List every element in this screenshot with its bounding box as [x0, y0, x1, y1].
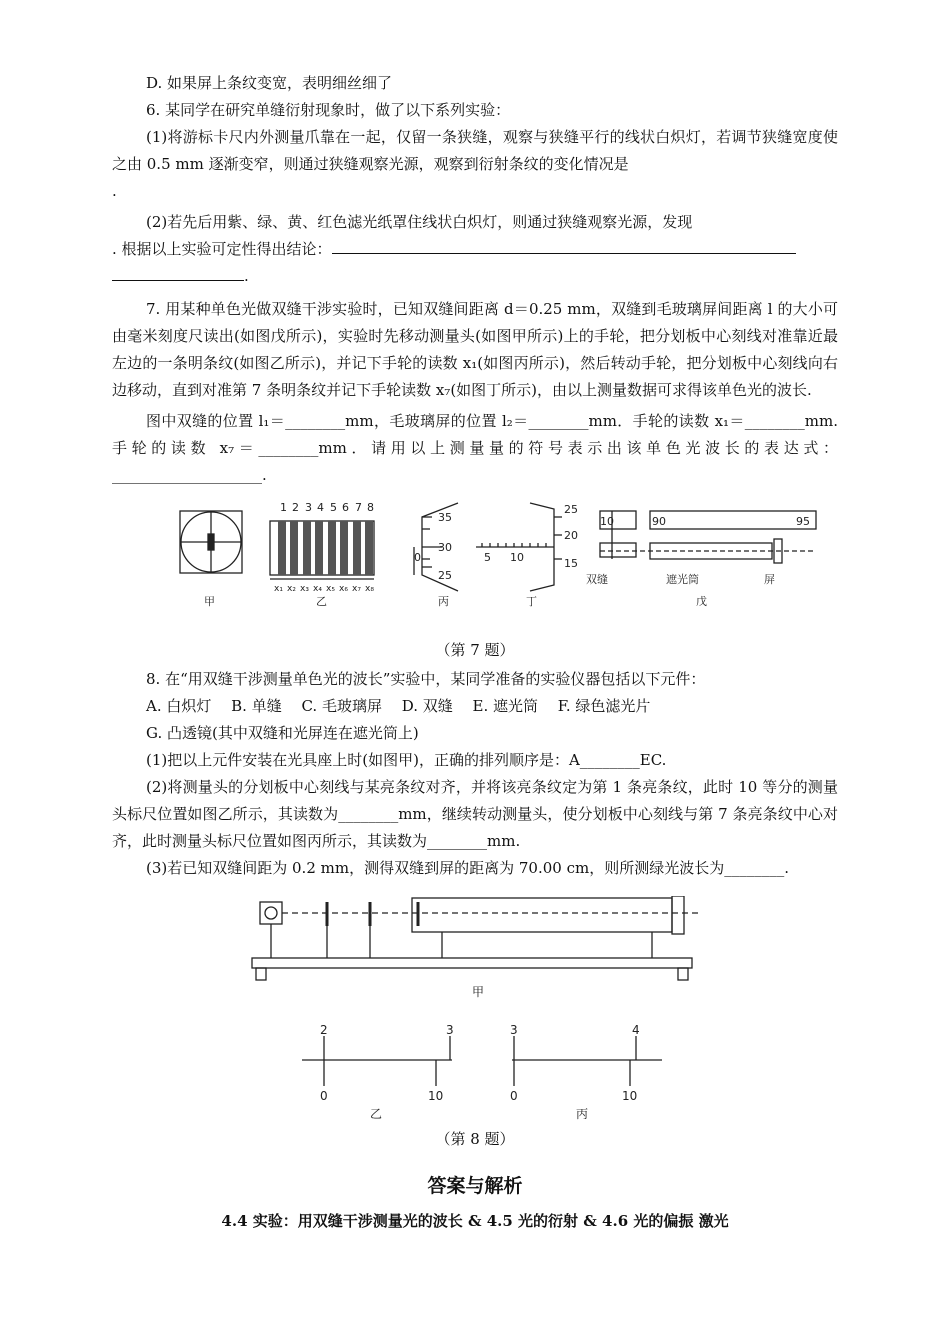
figure-8-caption: （第 8 题） — [435, 1130, 515, 1148]
ding-scale-label: 15 — [564, 557, 578, 570]
ding-scale-label: 20 — [564, 529, 578, 542]
option-d: D. 如果屏上条纹变宽，表明细丝细了 — [146, 74, 393, 92]
q8-option-g: G. 凸透镜(其中双缝和光屏连在遮光筒上) — [146, 724, 419, 742]
bing-scale-label: 35 — [438, 511, 452, 524]
q6-part1: (1)将游标卡尺内外测量爪靠在一起，仅留一条狭缝，观察与狭缝平行的线状白炽灯，若调节狭缝宽度使之由 0.5 mm 逐渐变窄，则通过狭缝观察光源，观察到衍射条纹的变化情况是 — [112, 128, 838, 173]
x-label: x₁ — [274, 584, 283, 594]
x-label: x₂ — [287, 584, 296, 594]
q6-part2-end — [112, 263, 838, 290]
q8-part2: (2)将测量头的分划板中心刻线与某亮条纹对齐，并将该亮条纹定为第 1 条亮条纹，此时 10 等分的测量头标尺位置如图乙所示，其读数为________mm，继续转动测量头，使分划板中心刻线与第 7 条亮条纹中心对齐，此时测量头标尺位置如图丙所示，其读数为________mm. — [112, 778, 838, 850]
figure-8 — [112, 896, 838, 1122]
yi-vernier-label: 10 — [428, 1089, 444, 1103]
answer-heading: 答案与解析 — [427, 1175, 523, 1197]
wu-ruler-label: 95 — [796, 515, 810, 528]
label-ding: 丁 — [526, 595, 537, 608]
fringe-number: 4 — [317, 501, 324, 514]
x-label: x₇ — [352, 584, 361, 594]
fringe-number: 2 — [292, 501, 299, 514]
document-page — [112, 70, 838, 1231]
drum-reading-ding — [476, 503, 562, 591]
bing-vernier-label: 10 — [622, 1089, 638, 1103]
wu-ruler-label: 90 — [652, 515, 666, 528]
q8-part3: (3)若已知双缝间距为 0.2 mm，测得双缝到屏的距离为 70.00 cm，则所测绿光波长为________. — [146, 859, 789, 877]
optical-bench — [252, 896, 702, 980]
figure-7 — [112, 499, 838, 611]
figure-7-caption: （第 7 题） — [435, 641, 515, 659]
measuring-head-figure — [180, 511, 242, 573]
label-shuangfeng: 双缝 — [586, 573, 608, 586]
q6-conclusion-label: . 根据以上实验可定性得出结论： — [112, 240, 332, 258]
x-label: x₃ — [300, 584, 309, 594]
q7-fill: 图中双缝的位置 l₁＝________mm，毛玻璃屏的位置 l₂＝________mm．手轮的读数 x₁＝________mm.手轮的读数 x₇＝________mm．请用以上测量量的符号表示出该单色光波长的表达式：____________________. — [112, 412, 838, 484]
label-wu: 戊 — [696, 595, 707, 608]
x-label: x₆ — [339, 584, 348, 594]
answer-blank[interactable] — [112, 264, 244, 281]
fringe-number: 5 — [330, 501, 337, 514]
yi-vernier-label: 0 — [320, 1089, 328, 1103]
ding-main-label: 5 — [484, 551, 491, 564]
q6-part2-conclusion — [112, 236, 838, 263]
label-jia-8: 甲 — [472, 985, 485, 999]
q8-options: A. 白炽灯 B. 单缝 C. 毛玻璃屏 D. 双缝 E. 遮光筒 F. 绿色滤光片 — [146, 697, 651, 715]
fringe-number: 1 — [280, 501, 287, 514]
q6-title: 6. 某同学在研究单缝衍射现象时，做了以下系列实验： — [146, 101, 511, 119]
label-zheguangtong: 遮光筒 — [666, 573, 699, 586]
fringe-number: 3 — [305, 501, 312, 514]
bing-main-label-8: 3 — [510, 1023, 518, 1037]
label-bing: 丙 — [438, 595, 449, 608]
label-ping: 屏 — [764, 573, 775, 586]
fringe-number: 7 — [355, 501, 362, 514]
x-label: x₈ — [365, 584, 374, 594]
answer-blank[interactable] — [332, 237, 796, 254]
fringe-number: 8 — [367, 501, 374, 514]
q7-text: 7. 用某种单色光做双缝干涉实验时，已知双缝间距离 d＝0.25 mm，双缝到毛玻璃屏间距离 l 的大小可由毫米刻度尺读出(如图戊所示)，实验时先移动测量头(如图甲所示)上的手轮，把分划板中心刻线对准靠近最左边的一条明条纹(如图乙所示)，并记下手轮的读数 x₁(如图丙所示)，然后转动手轮，把分划板中心刻线向右边移动，直到对准第 7 条明条纹并记下手轮读数 x₇(如图丁所示)，由以上测量数据可求得该单色光的波长. — [112, 300, 838, 399]
label-yi: 乙 — [316, 595, 327, 608]
ding-main-label: 10 — [510, 551, 524, 564]
q8-title: 8. 在“用双缝干涉测量单色光的波长”实验中，某同学准备的实验仪器包括以下元件： — [146, 670, 706, 688]
bing-main-label-8: 4 — [632, 1023, 640, 1037]
figure-8-svg — [112, 896, 838, 1122]
bing-scale-label: 30 — [438, 541, 452, 554]
x-label: x₄ — [313, 584, 322, 594]
label-yi-8: 乙 — [370, 1107, 383, 1121]
section-subheading: 4.4 实验：用双缝干涉测量光的波长 & 4.5 光的衍射 & 4.6 光的偏振 激光 — [221, 1212, 729, 1230]
wu-ruler-label: 10 — [600, 515, 614, 528]
q6-end-dot: . — [244, 267, 249, 285]
bing-main-label: 0 — [414, 551, 421, 564]
ruler-setup-wu — [600, 511, 816, 563]
q6-part1-end: . — [112, 182, 117, 200]
q8-part1: (1)把以上元件安装在光具座上时(如图甲)，正确的排列顺序是：A________EC. — [146, 751, 667, 769]
fringe-pattern — [270, 521, 374, 579]
vernier-bing — [512, 1036, 662, 1086]
vernier-yi — [302, 1036, 452, 1086]
bing-scale-label: 25 — [438, 569, 452, 582]
label-bing-8: 丙 — [576, 1107, 589, 1121]
yi-main-label: 3 — [446, 1023, 454, 1037]
fringe-number: 6 — [342, 501, 349, 514]
q6-part2: (2)若先后用紫、绿、黄、红色滤光纸罩住线状白炽灯，则通过狭缝观察光源，发现 — [146, 213, 693, 231]
bing-vernier-label: 0 — [510, 1089, 518, 1103]
yi-main-label: 2 — [320, 1023, 328, 1037]
figure-7-svg — [112, 499, 838, 611]
ding-scale-label: 25 — [564, 503, 578, 516]
x-label: x₅ — [326, 584, 335, 594]
label-jia: 甲 — [204, 595, 215, 608]
